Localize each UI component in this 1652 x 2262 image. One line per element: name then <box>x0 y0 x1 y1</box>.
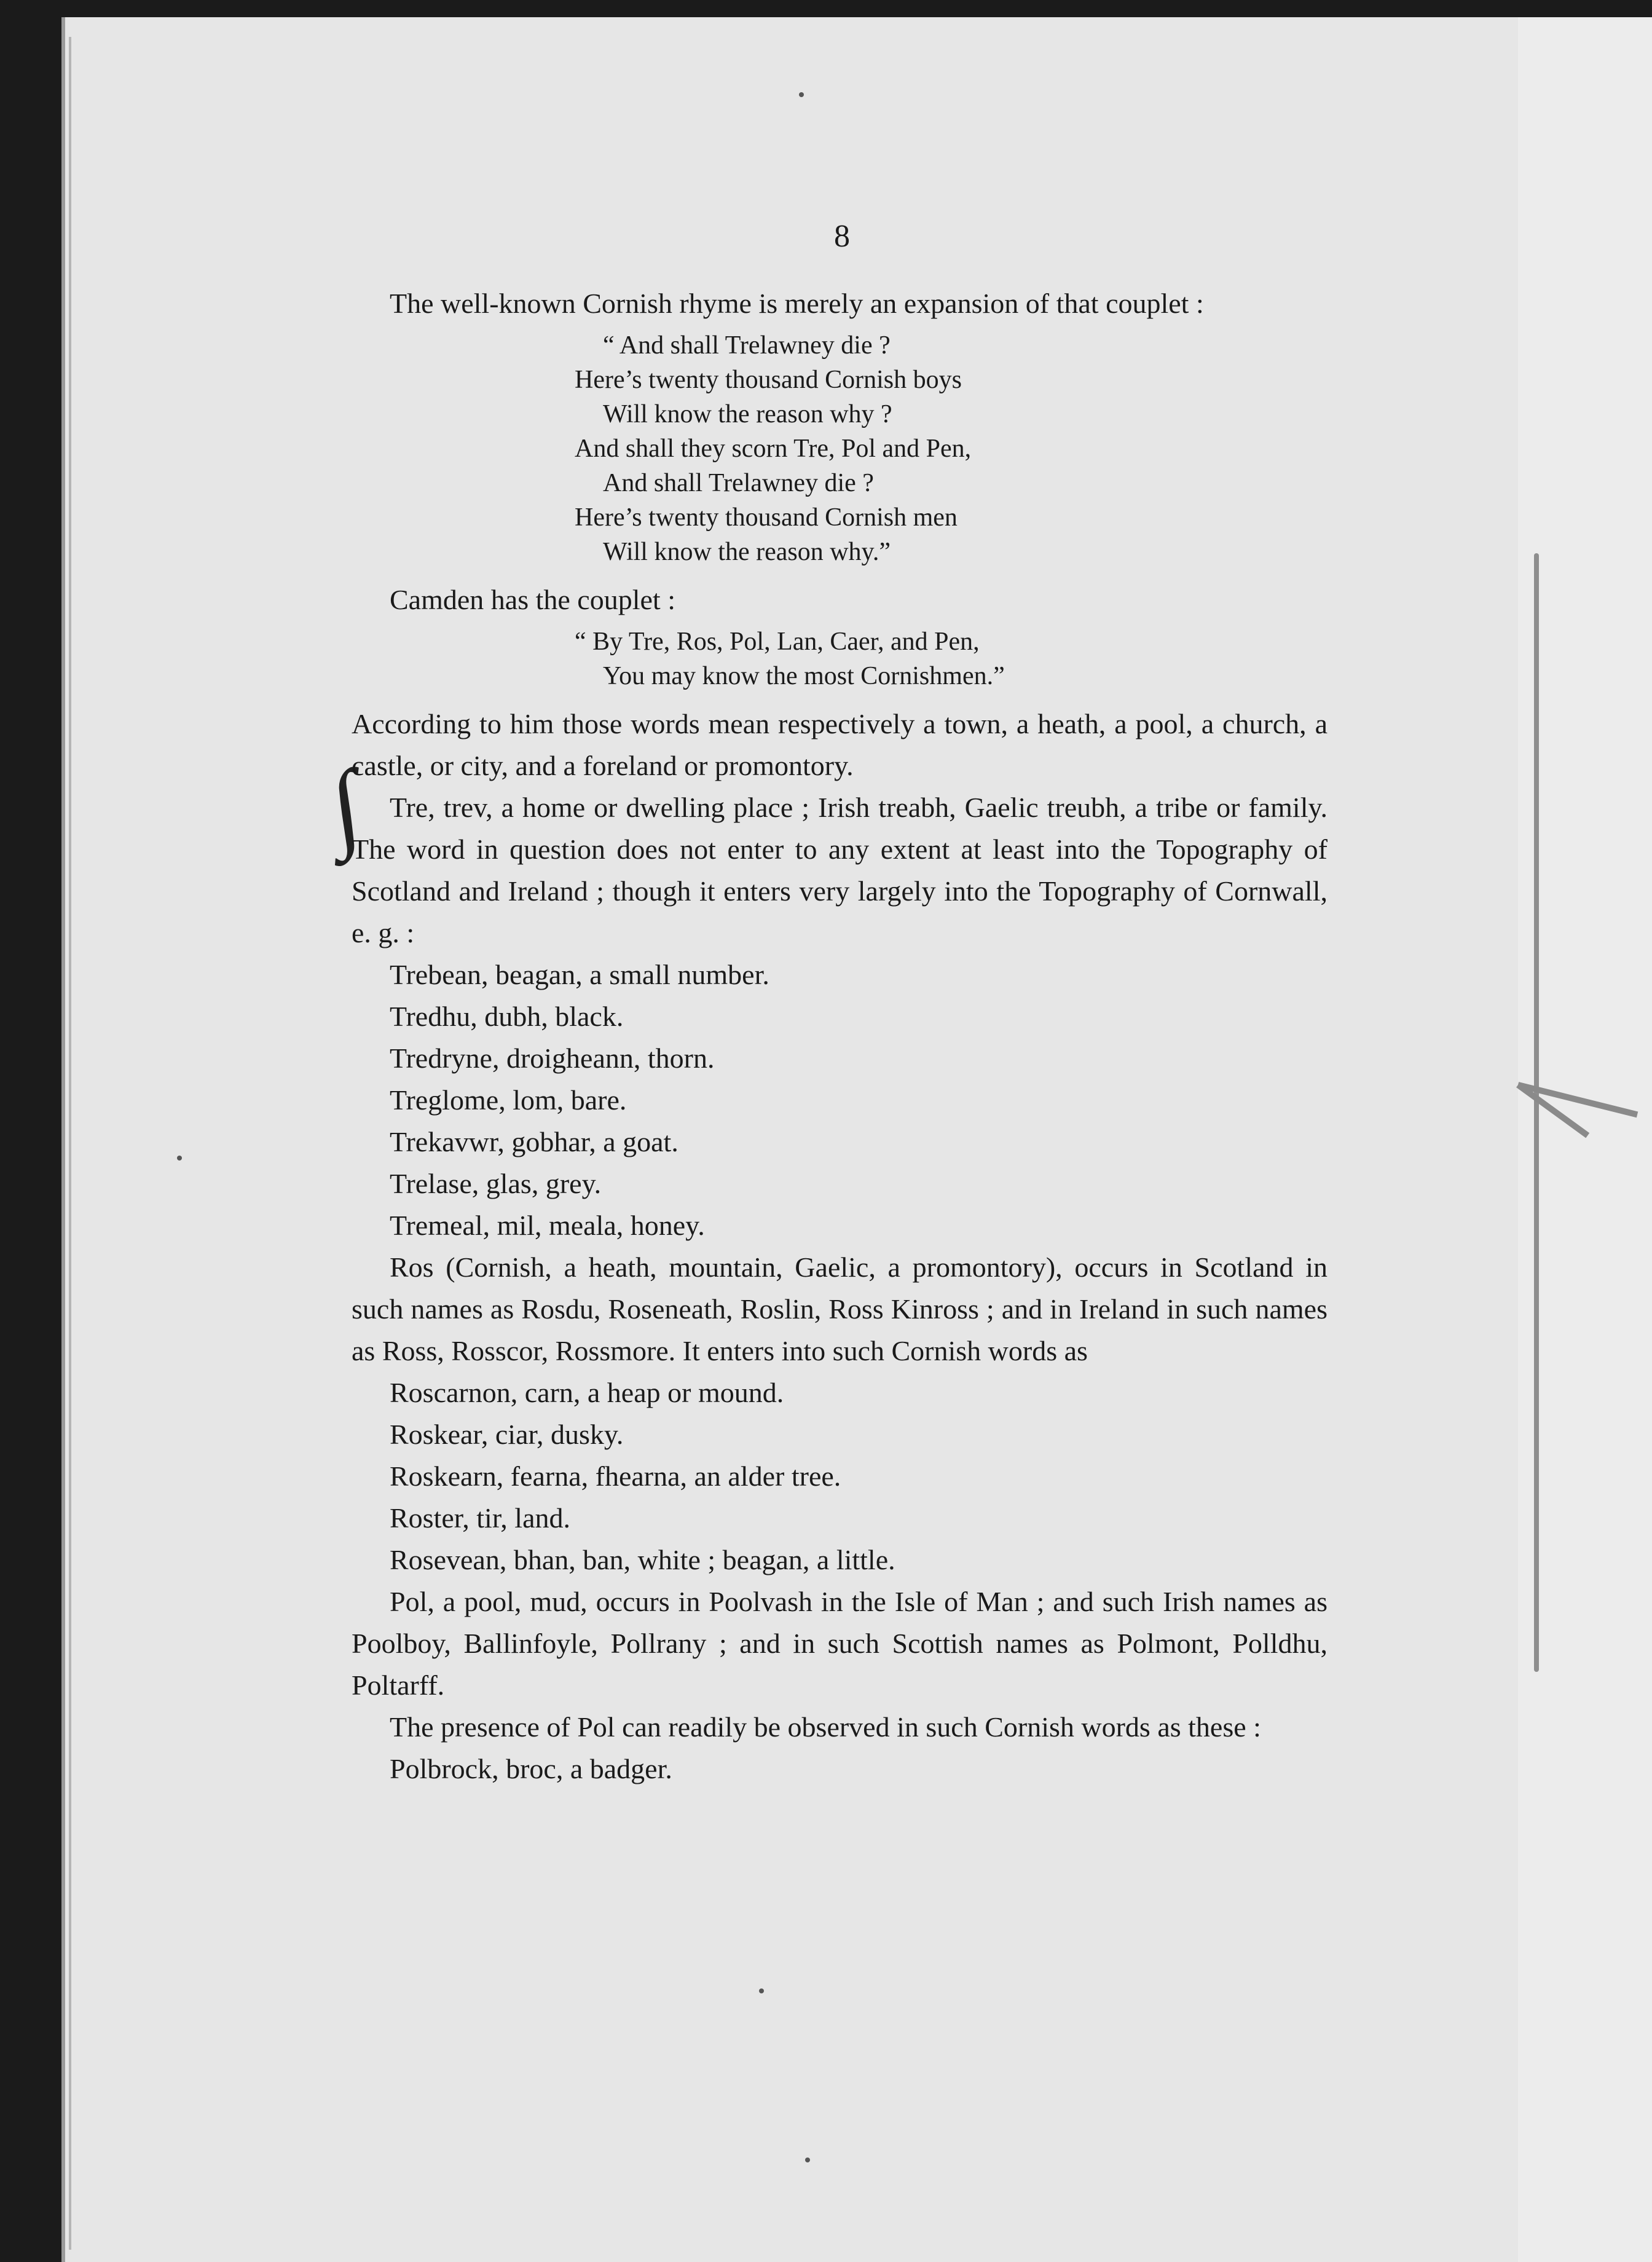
verse-line: “ And shall Trelawney die ? <box>603 331 891 360</box>
ros-word-list <box>352 1372 1328 1581</box>
ros-paragraph: Ros (Cornish, a heath, mountain, Gaelic, a promontory), occurs in Scotland in such names as Rosdu, Roseneath, Roslin, Ross Kinross ; and in Ireland in such names as Ross, Rosscor, Rossmore. It enters into such Cornish words as <box>352 1251 1328 1366</box>
pol-word-list <box>352 1748 1328 1790</box>
speck <box>759 1988 764 1993</box>
verse-line: “ By Tre, Ros, Pol, Lan, Caer, and Pen, <box>575 628 980 656</box>
word-entry: Trebean, beagan, a small number. <box>390 959 769 990</box>
verse-line: You may know the most Cornishmen.” <box>603 662 1005 690</box>
meaning-paragraph: According to him those words mean respectively a town, a heath, a pool, a church, a castle, or city, and a foreland or promontory. <box>352 708 1328 781</box>
word-entry: Trelase, glas, grey. <box>390 1168 602 1199</box>
word-entry: Roscarnon, carn, a heap or mound. <box>390 1377 784 1408</box>
rhyme-verse <box>575 328 1328 569</box>
word-entry: Tredryne, droigheann, thorn. <box>390 1042 715 1074</box>
page-number: 8 <box>834 219 850 254</box>
speck <box>177 1156 182 1161</box>
word-entry: Roster, tir, land. <box>390 1502 570 1534</box>
page-body <box>352 283 1328 1790</box>
speck <box>799 92 804 97</box>
verse-line: Here’s twenty thousand Cornish men <box>575 503 958 532</box>
tre-word-list <box>352 954 1328 1247</box>
word-entry: Roskear, ciar, dusky. <box>390 1419 624 1450</box>
verse-line: And shall they scorn Tre, Pol and Pen, <box>575 435 972 463</box>
word-entry: Treglome, lom, bare. <box>390 1084 627 1116</box>
verse-line: Here’s twenty thousand Cornish boys <box>575 366 962 394</box>
intro-paragraph: The well-known Cornish rhyme is merely an expansion of that couplet : <box>390 288 1204 319</box>
word-entry: Polbrock, broc, a badger. <box>390 1753 672 1784</box>
word-entry: Tremeal, mil, meala, honey. <box>390 1210 705 1241</box>
verse-line: Will know the reason why.” <box>603 538 891 566</box>
word-entry: Trekavwr, gobhar, a goat. <box>390 1126 678 1157</box>
pol-paragraph: Pol, a pool, mud, occurs in Poolvash in the Isle of Man ; and such Irish names as Poolboy, Ballinfoyle, Pollrany ; and in such Scottish names as Polmont, Polldhu, Poltarff. <box>352 1586 1328 1701</box>
handwritten-margin-mark: ∫ <box>324 749 367 862</box>
binding-thread <box>1534 553 1539 1672</box>
verse-line: Will know the reason why ? <box>603 400 892 428</box>
verse-line: And shall Trelawney die ? <box>603 469 874 497</box>
camden-verse <box>575 625 1328 693</box>
binding-shadow <box>69 37 71 2250</box>
word-entry: Rosevean, bhan, ban, white ; beagan, a little. <box>390 1544 895 1575</box>
camden-paragraph: Camden has the couplet : <box>390 584 675 615</box>
word-entry: Roskearn, fearna, fhearna, an alder tree. <box>390 1460 841 1492</box>
speck <box>805 2158 810 2162</box>
presence-paragraph: The presence of Pol can readily be observed in such Cornish words as these : <box>390 1711 1261 1743</box>
word-entry: Tredhu, dubh, black. <box>390 1001 624 1032</box>
tre-paragraph: Tre, trev, a home or dwelling place ; Irish treabh, Gaelic treubh, a tribe or family. The word in question does not enter to any extent at least into the Topography of Scotland and Ireland ; though it enters very largely into the Topography of Cornwall, e. g. : <box>352 792 1328 948</box>
